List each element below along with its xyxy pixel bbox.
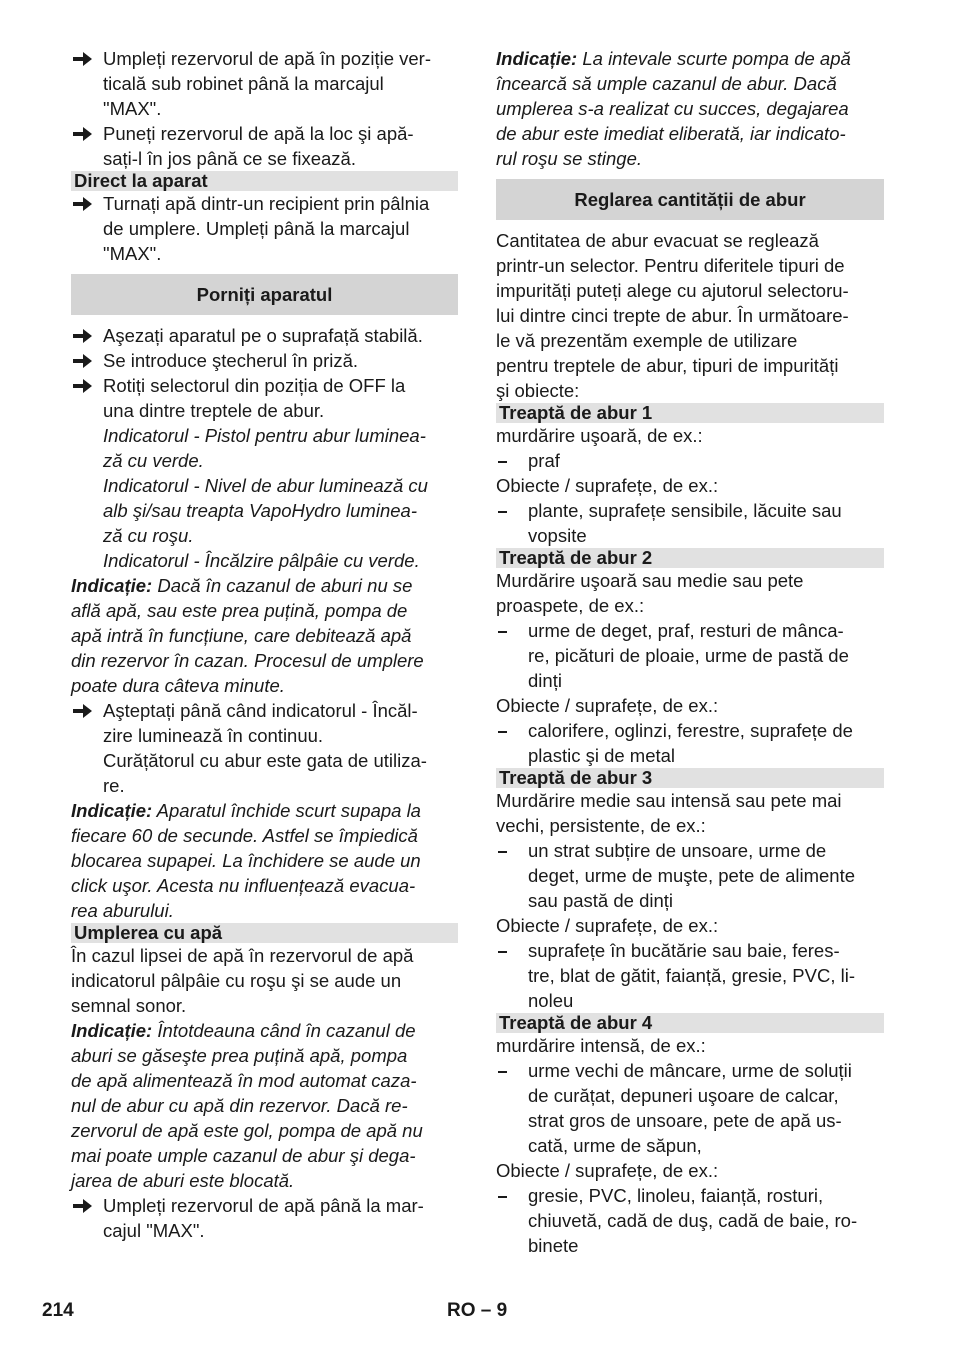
note-line (71, 573, 458, 598)
steam-level-heading: Treaptă de abur 3 (496, 768, 884, 788)
note-line: blocarea supapei. La închidere se aude un (71, 850, 421, 871)
note-label: Indicație: (496, 48, 578, 69)
paragraph-line: Obiecte / suprafețe, de ex.: (496, 915, 719, 936)
note-line: zervorul de apă este gol, pompa de apă nu (71, 1120, 423, 1141)
note-line: jarea de aburi este blocată. (71, 1170, 295, 1191)
spacer (71, 266, 458, 274)
step-text-line: "MAX". (103, 243, 162, 264)
step-text-line: ticală sub robinet până la marcajul (103, 73, 384, 94)
step-text-line: "MAX". (103, 98, 162, 119)
note-line: fiecare 60 de secunde. Astfel se împiedică (71, 825, 418, 846)
list-item-line: noleu (528, 990, 574, 1011)
list-item-line: strat gros de unsoare, pete de apă us- (528, 1110, 842, 1131)
section-subheading: Umplerea cu apă (71, 923, 458, 943)
paragraph-line: Obiecte / suprafețe, de ex.: (496, 1160, 719, 1181)
note-line: umplerea s-a realizat cu succes, degajarea (496, 98, 849, 119)
list-item-line: de curățat, depuneri uşoare de calcar, (528, 1085, 839, 1106)
list-item-line: plastic şi de metal (528, 745, 676, 766)
list-item (496, 448, 884, 473)
note-line: click uşor. Acesta nu influențează evacua- (71, 875, 416, 896)
paragraph-line: Obiecte / suprafețe, de ex.: (496, 695, 719, 716)
right-column (496, 46, 884, 1258)
indicator-line: Indicatorul - Pistol pentru abur luminea- (103, 425, 426, 446)
note-label: Indicație: (71, 575, 153, 596)
paragraph-line: murdărire intensă, de ex.: (496, 1035, 706, 1056)
page-number: 214 (42, 1300, 74, 1321)
step-text-line: Umpleți rezervorul de apă în poziție ver- (103, 48, 432, 69)
paragraph-line: pentru treptele de abur, tipuri de impurități (496, 355, 839, 376)
instruction-step (71, 373, 458, 423)
paragraph-line: lui dintre cinci trepte de abur. În următoare- (496, 305, 849, 326)
note-line: apă intră în funcțiune, care debitează apă (71, 625, 412, 646)
dash-bullet-icon (498, 1183, 518, 1208)
paragraph-line: Cantitatea de abur evacuat se reglează (496, 230, 819, 251)
dash-bullet-icon (498, 718, 518, 743)
steam-level-heading: Treaptă de abur 1 (496, 403, 884, 423)
arrow-right-icon (73, 46, 95, 71)
paragraph-line: şi obiecte: (496, 380, 580, 401)
note-text: La intevale scurte pompa de apă (577, 48, 851, 69)
list-item (496, 938, 884, 1013)
list-item-line: praf (528, 450, 560, 471)
dash-bullet-icon (498, 838, 518, 863)
paragraph-line: printr-un selector. Pentru diferitele tipuri de (496, 255, 845, 276)
note-line: încearcă să umple cazanul de abur. Dacă (496, 73, 837, 94)
note-line (71, 798, 458, 823)
note-line: de apă alimentează în mod automat caza- (71, 1070, 417, 1091)
arrow-right-icon (73, 323, 95, 348)
page-label: RO – 9 (447, 1300, 508, 1321)
list-item-line: deget, urme de muşte, pete de alimente (528, 865, 856, 886)
list-item-line: binete (528, 1235, 579, 1256)
indicator-line: ză cu roşu. (103, 525, 194, 546)
steam-level-heading: Treaptă de abur 2 (496, 548, 884, 568)
instruction-step (71, 698, 458, 748)
note-line: aburi se găseşte prea puțină apă, pompa (71, 1045, 408, 1066)
note-line: rul roşu se stinge. (496, 148, 643, 169)
list-item (496, 1058, 884, 1158)
step-text-line: Rotiți selectorul din poziția de OFF la (103, 375, 406, 396)
list-item (496, 838, 884, 913)
step-text-line: Aşteptați până când indicatorul - Încăl- (103, 700, 418, 721)
note-text: Dacă în cazanul de aburi nu se (152, 575, 413, 596)
section-heading: Reglarea cantității de abur (496, 179, 884, 220)
list-item-line: urme vechi de mâncare, urme de soluții (528, 1060, 852, 1081)
list-item-line: calorifere, oglinzi, ferestre, suprafețe de (528, 720, 853, 741)
arrow-right-icon (73, 121, 95, 146)
step-text-line: Turnați apă dintr-un recipient prin pâlnia (103, 193, 430, 214)
steam-level-heading: Treaptă de abur 4 (496, 1013, 884, 1033)
section-heading: Porniți aparatul (71, 274, 458, 315)
note-line: din rezervor în cazan. Procesul de umplere (71, 650, 424, 671)
note-label: Indicație: (71, 800, 153, 821)
paragraph-line: indicatorul pâlpâie cu roşu şi se aude un (71, 970, 402, 991)
list-item-line: sau pastă de dinți (528, 890, 674, 911)
note-line: află apă, sau este prea puțină, pompa de (71, 600, 408, 621)
step-text-line: Umpleți rezervorul de apă până la mar- (103, 1195, 424, 1216)
instruction-step (71, 121, 458, 171)
arrow-right-icon (73, 191, 95, 216)
note-line: de abur este imediat eliberată, iar indicato- (496, 123, 846, 144)
list-item-line: gresie, PVC, linoleu, faianță, rosturi, (528, 1185, 824, 1206)
spacer (496, 220, 884, 228)
indicator-line: Indicatorul - Nivel de abur luminează cu (103, 475, 428, 496)
note-text: Aparatul închide scurt supapa la (152, 800, 421, 821)
paragraph-line: proaspete, de ex.: (496, 595, 645, 616)
indicator-line: Indicatorul - Încălzire pâlpâie cu verde. (103, 550, 420, 571)
instruction-step (71, 348, 458, 373)
list-item-line: plante, suprafețe sensibile, lăcuite sau (528, 500, 842, 521)
paragraph-line: impurități puteți alege cu ajutorul selectoru- (496, 280, 849, 301)
list-item (496, 1183, 884, 1258)
step-text-line: Puneți rezervorul de apă la loc şi apă- (103, 123, 414, 144)
paragraph-line: murdărire uşoară, de ex.: (496, 425, 703, 446)
list-item-line: tre, blat de gătit, faianță, gresie, PVC, li- (528, 965, 855, 986)
list-item (496, 718, 884, 768)
paragraph-line: vechi, persistente, de ex.: (496, 815, 706, 836)
paragraph-line: Murdărire uşoară sau medie sau pete (496, 570, 804, 591)
section-subheading: Direct la aparat (71, 171, 458, 191)
note-line (496, 46, 884, 71)
ready-line: re. (103, 775, 125, 796)
step-text-line: Se introduce ştecherul în priză. (103, 350, 359, 371)
list-item-line: vopsite (528, 525, 587, 546)
indicator-line: alb şi/sau treapta VapoHydro luminea- (103, 500, 417, 521)
dash-bullet-icon (498, 498, 518, 523)
note-line (71, 1018, 458, 1043)
list-item (496, 618, 884, 693)
step-text-line: sați-l în jos până ce se fixează. (103, 148, 356, 169)
instruction-step (71, 191, 458, 266)
spacer (71, 315, 458, 323)
instruction-step (71, 323, 458, 348)
step-text-line: zire luminează în continuu. (103, 725, 324, 746)
instruction-step (71, 46, 458, 121)
arrow-right-icon (73, 373, 95, 398)
dash-bullet-icon (498, 1058, 518, 1083)
list-item (496, 498, 884, 548)
list-item-line: cată, urme de săpun, (528, 1135, 702, 1156)
instruction-step (71, 1193, 458, 1243)
paragraph-line: semnal sonor. (71, 995, 187, 1016)
paragraph-line: Murdărire medie sau intensă sau pete mai (496, 790, 842, 811)
paragraph-line: Obiecte / suprafețe, de ex.: (496, 475, 719, 496)
arrow-right-icon (73, 698, 95, 723)
note-line: mai poate umple cazanul de abur şi dega- (71, 1145, 416, 1166)
step-text-line: una dintre treptele de abur. (103, 400, 325, 421)
dash-bullet-icon (498, 618, 518, 643)
list-item-line: un strat subțire de unsoare, urme de (528, 840, 827, 861)
indicator-line: ză cu verde. (103, 450, 204, 471)
note-line: nul de abur cu apă din rezervor. Dacă re- (71, 1095, 408, 1116)
list-item-line: urme de deget, praf, resturi de mânca- (528, 620, 844, 641)
left-column (71, 46, 458, 1243)
arrow-right-icon (73, 348, 95, 373)
list-item-line: chiuvetă, cadă de duş, cadă de baie, ro- (528, 1210, 858, 1231)
note-label: Indicație: (71, 1020, 153, 1041)
spacer (496, 171, 884, 179)
step-text-line: cajul "MAX". (103, 1220, 205, 1241)
note-line: poate dura câteva minute. (71, 675, 285, 696)
ready-line: Curățătorul cu abur este gata de utiliza- (103, 750, 427, 771)
step-text-line: Aşezați aparatul pe o suprafață stabilă. (103, 325, 423, 346)
list-item-line: suprafețe în bucătărie sau baie, feres- (528, 940, 840, 961)
step-text-line: de umplere. Umpleți până la marcajul (103, 218, 410, 239)
arrow-right-icon (73, 1193, 95, 1218)
paragraph-line: le vă prezentăm exemple de utilizare (496, 330, 798, 351)
note-line: rea aburului. (71, 900, 174, 921)
note-text: Întotdeauna când în cazanul de (152, 1020, 416, 1041)
list-item-line: re, picături de ploaie, urme de pastă de (528, 645, 849, 666)
dash-bullet-icon (498, 448, 518, 473)
paragraph-line: În cazul lipsei de apă în rezervorul de apă (71, 945, 414, 966)
dash-bullet-icon (498, 938, 518, 963)
list-item-line: dinți (528, 670, 562, 691)
